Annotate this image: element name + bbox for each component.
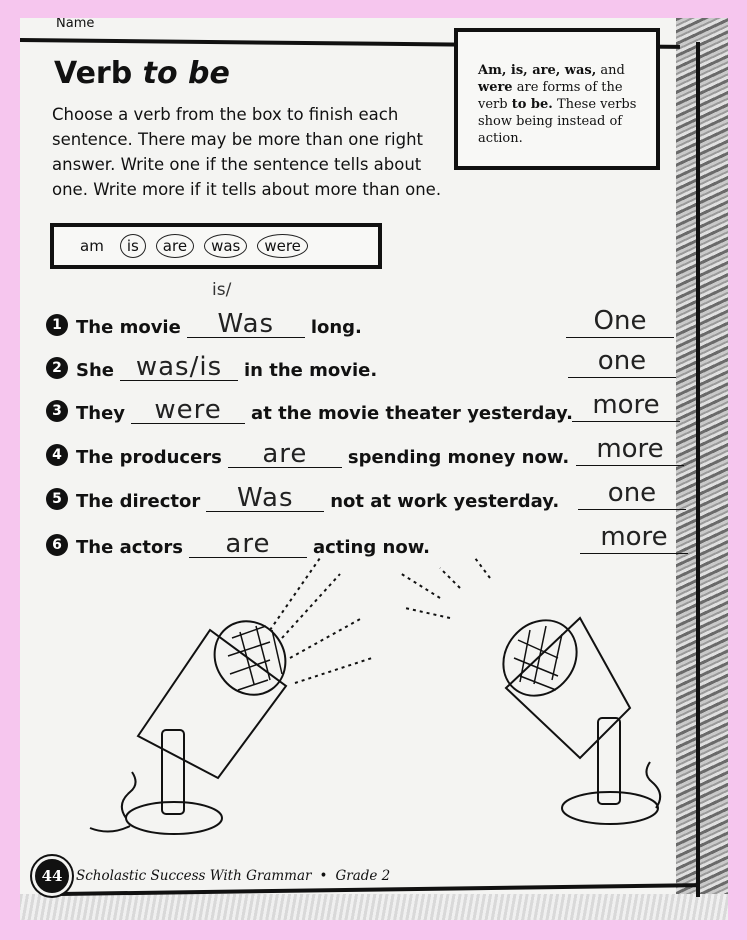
- word-are: are: [156, 234, 194, 258]
- sentence-text-before: She: [76, 360, 114, 381]
- info-bold-1: Am, is, are, was,: [478, 63, 597, 78]
- answer-blank-1[interactable]: One: [566, 308, 674, 338]
- info-plain-2: are forms of the verb: [478, 80, 623, 112]
- worksheet-page: [20, 18, 728, 920]
- fill-blank-4[interactable]: are: [228, 441, 342, 468]
- fill-blank-3[interactable]: were: [131, 397, 245, 424]
- sentence-text-before: The actors: [76, 537, 183, 558]
- sentence-text-before: The director: [76, 491, 201, 512]
- info-plain-3: These verbs show being instead of action.: [478, 97, 637, 146]
- answer-blank-2[interactable]: one: [568, 348, 676, 378]
- sentence-text-after: at the movie theater yesterday.: [251, 403, 573, 424]
- grade-label: Grade 2: [335, 868, 391, 884]
- sentence-text-after: in the movie.: [244, 360, 378, 381]
- sentence-text-before: The producers: [76, 447, 222, 468]
- name-label: Name: [56, 18, 95, 31]
- sentence-number: 2: [46, 357, 68, 379]
- sentence-text-after: acting now.: [312, 537, 431, 558]
- sentence-text-after: not at work yesterday.: [330, 491, 560, 512]
- sentence-text-after: long.: [310, 317, 362, 338]
- info-bold-2: were: [478, 80, 513, 95]
- answer-blank-6[interactable]: more: [580, 524, 688, 554]
- spotlight-illustration: [20, 18, 728, 920]
- title-italic: to be: [142, 56, 230, 91]
- word-am: am: [80, 237, 104, 255]
- info-bold-3: to be.: [511, 97, 553, 112]
- sentence-text-before: They: [76, 403, 126, 424]
- fill-blank-2[interactable]: was/is: [120, 354, 238, 381]
- instructions: Choose a verb from the box to finish each sentence. There may be more than one right answer. Write one if the sentence tells about one. Write more if it tells about more than one.: [52, 105, 442, 199]
- sentence-text-before: The movie: [76, 317, 181, 338]
- answer-blank-4[interactable]: more: [576, 436, 684, 466]
- sentence-number: 1: [46, 314, 68, 336]
- info-plain-1: and: [596, 63, 625, 78]
- answer-blank-5[interactable]: one: [578, 480, 686, 510]
- fill-blank-1[interactable]: Was: [187, 311, 305, 338]
- fill-blank-6[interactable]: are: [189, 531, 307, 558]
- sentence-number: 5: [46, 488, 68, 510]
- fill-blank-5[interactable]: Was: [206, 485, 324, 512]
- publisher-name: Scholastic Success With Grammar: [76, 868, 312, 884]
- left-spotlight-icon: [90, 558, 372, 834]
- footer: [32, 856, 390, 896]
- footer-bullet: •: [319, 868, 328, 884]
- title-main: Verb: [54, 56, 143, 91]
- sentence-number: 4: [46, 444, 68, 466]
- word-is: is: [120, 234, 146, 258]
- right-spotlight-icon: [400, 558, 660, 824]
- word-were: were: [257, 234, 308, 258]
- answer-blank-3[interactable]: more: [572, 392, 680, 422]
- sentence-number: 3: [46, 400, 68, 422]
- word-was: was: [204, 234, 247, 258]
- sentence-number: 6: [46, 534, 68, 556]
- handwritten-note-is: is/: [212, 280, 232, 300]
- sentence-text-after: spending money now.: [347, 447, 570, 468]
- page-number: 44: [32, 856, 72, 896]
